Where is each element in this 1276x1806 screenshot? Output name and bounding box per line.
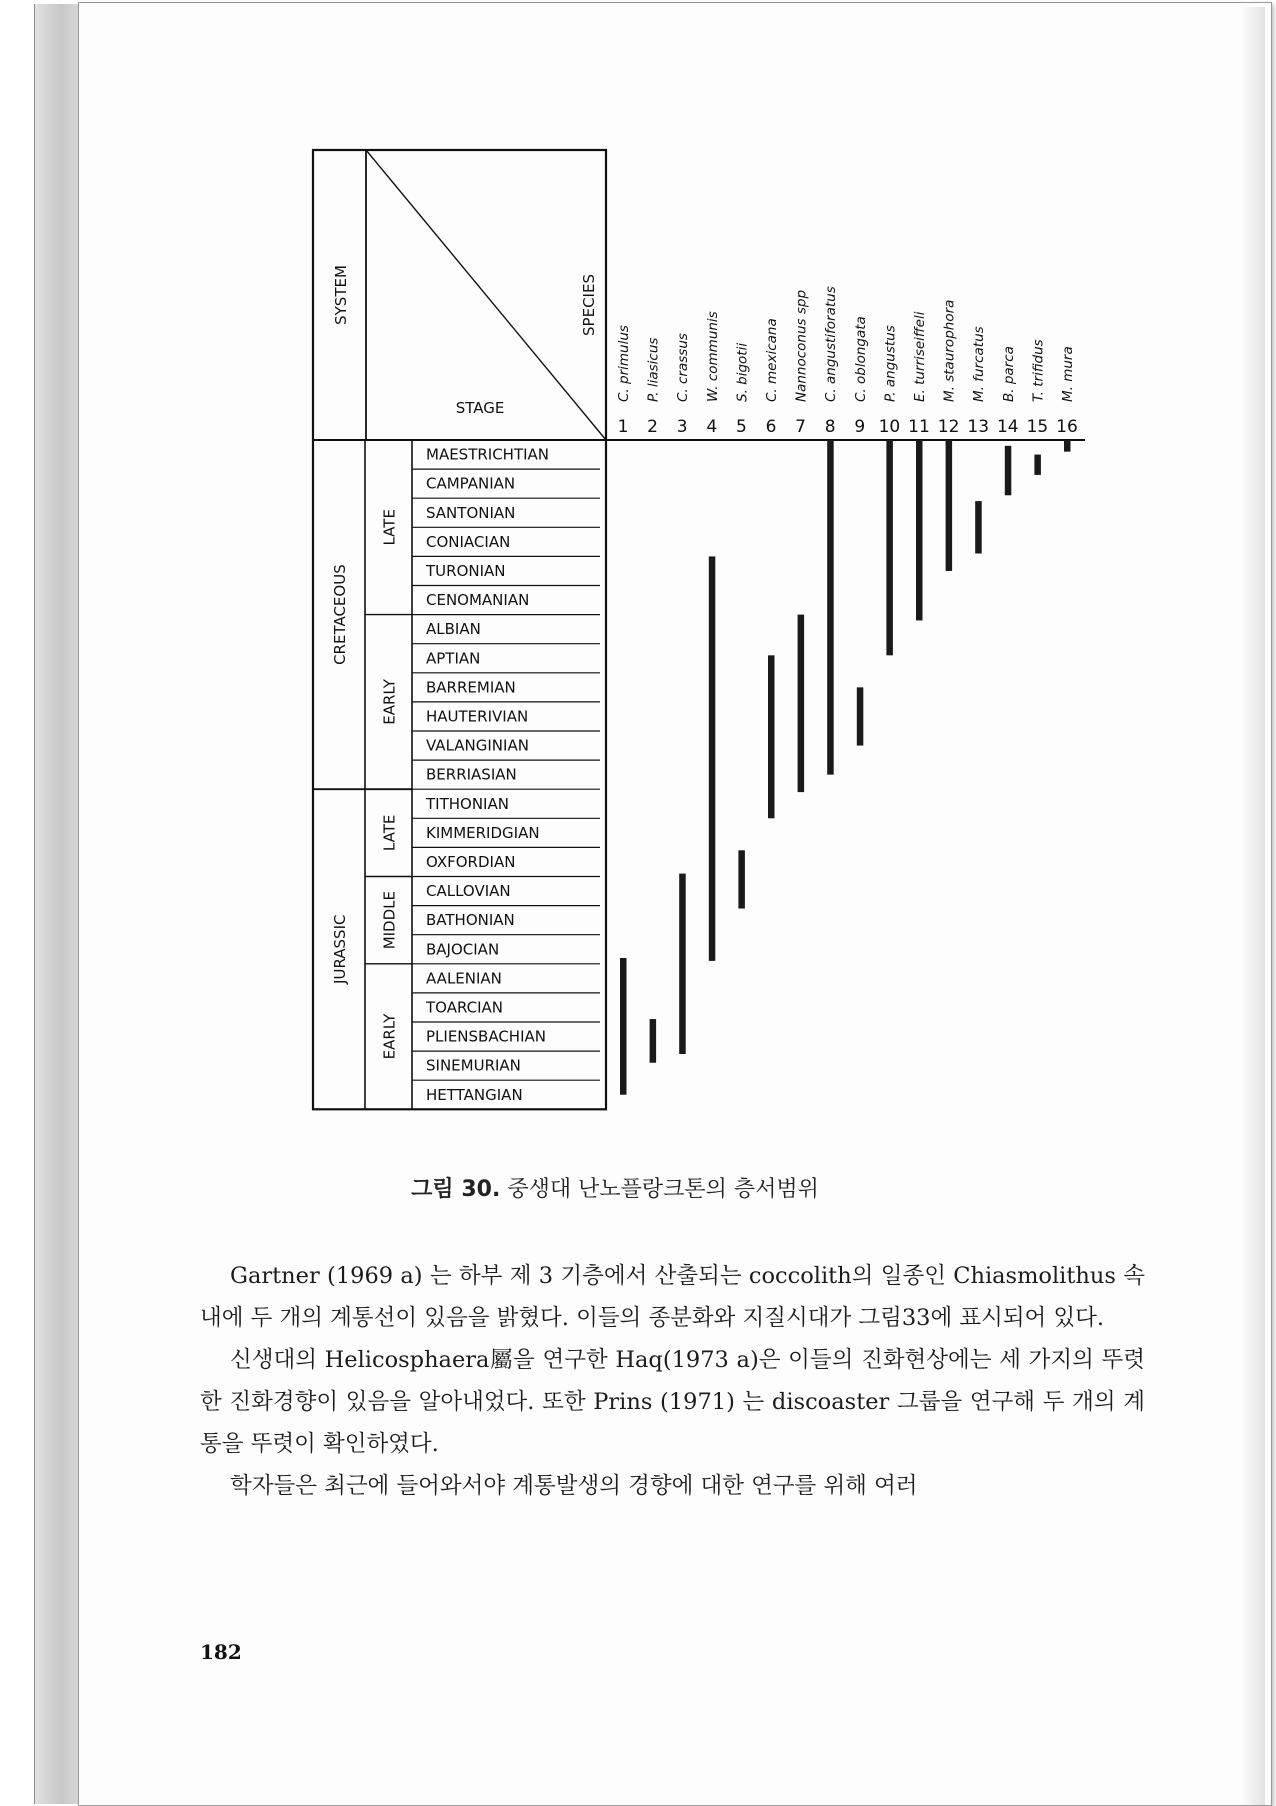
species-name: P. liasicus <box>645 337 662 402</box>
system-label: JURASSIC <box>331 914 349 984</box>
figure-caption <box>200 1172 1030 1203</box>
species-number: 14 <box>996 417 1019 437</box>
range-bar <box>1034 455 1041 475</box>
page-number: 182 <box>200 1640 242 1664</box>
stage-label: BARREMIAN <box>426 678 516 697</box>
species-name: T. trifidus <box>1030 339 1047 402</box>
range-bar <box>975 501 982 553</box>
header-diagonal <box>366 150 606 440</box>
range-bar <box>768 655 775 818</box>
species-number: 11 <box>908 417 930 437</box>
species-number: 3 <box>676 417 688 437</box>
paragraph-2: 신생대의 Helicosphaera屬을 연구한 Haq(1973 a)은 이들의 진화현상에는 세 가지의 뚜렷한 진화경향이 있음을 알아내었다. 또한 Prins (1971) 는 discoaster 그룹을 연구해 두 개의 계통을 뚜렷이 확인하였다. <box>200 1347 1145 1457</box>
range-bar <box>1005 446 1012 495</box>
species-name: E. turriseiffeli <box>912 311 928 402</box>
header-stage: STAGE <box>455 399 505 417</box>
stage-label: BATHONIAN <box>426 911 515 930</box>
species-number: 15 <box>1026 417 1049 437</box>
paragraph-3: 학자들은 최근에 들어와서야 계통발생의 경향에 대한 연구를 위해 여러 <box>230 1473 918 1499</box>
species-name: C. crassus <box>675 333 692 402</box>
range-bar <box>1064 440 1071 452</box>
species-number: 12 <box>937 417 960 437</box>
stage-label: APTIAN <box>426 649 481 668</box>
stage-label: CENOMANIAN <box>426 591 530 610</box>
species-name: C. primulus <box>616 325 632 402</box>
species-name: M. furcatus <box>971 326 988 402</box>
range-bar <box>886 440 893 655</box>
range-bar <box>916 440 923 620</box>
species-number: 4 <box>706 417 718 437</box>
species-name: C. angustiforatus <box>823 286 840 402</box>
stage-label: TURONIAN <box>426 561 506 580</box>
subdivision-label: LATE <box>380 509 399 546</box>
stage-label: CALLOVIAN <box>426 882 511 901</box>
range-bar <box>857 687 864 745</box>
range-bar <box>738 850 745 908</box>
species-number: 10 <box>878 417 901 437</box>
stage-label: BAJOCIAN <box>426 940 500 959</box>
species-number: 1 <box>617 417 629 437</box>
body-text <box>200 1255 1145 1507</box>
stage-label: HETTANGIAN <box>426 1085 523 1104</box>
stage-label: CAMPANIAN <box>426 474 516 493</box>
header-species: SPECIES <box>580 274 598 336</box>
header-system: SYSTEM <box>332 265 350 325</box>
species-name: M. mura <box>1060 346 1076 402</box>
range-bar <box>679 874 686 1054</box>
species-number: 16 <box>1056 417 1078 437</box>
subdivision-label: EARLY <box>380 1013 399 1060</box>
range-bar <box>798 615 805 793</box>
stage-label: TITHONIAN <box>426 794 509 813</box>
range-bar <box>620 958 627 1095</box>
species-name: W. communis <box>704 311 721 402</box>
stage-label: PLIENSBACHIAN <box>426 1027 546 1046</box>
stage-label: KIMMERIDGIAN <box>426 823 540 842</box>
stage-label: CONIACIAN <box>426 532 511 551</box>
stage-label: OXFORDIAN <box>426 852 516 871</box>
species-number: 9 <box>854 417 866 437</box>
stage-label: BERRIASIAN <box>426 765 517 784</box>
paragraph-1: Gartner (1969 a) 는 하부 제 3 기층에서 산출되는 coccolith의 일종인 Chiasmolithus 속 내에 두 개의 계통선이 있음을 밝혔다. 이들의 종분화와 지질시대가 그림33에 표시되어 있다. <box>200 1263 1145 1331</box>
stage-label: SANTONIAN <box>426 503 516 522</box>
species-number: 7 <box>795 417 807 437</box>
range-bar <box>827 440 834 775</box>
species-number: 5 <box>735 417 747 437</box>
subdivision-label: EARLY <box>380 679 399 725</box>
range-bar <box>650 1019 657 1063</box>
species-number: 13 <box>967 417 990 437</box>
stage-label: MAESTRICHTIAN <box>426 445 550 464</box>
species-number: 8 <box>824 417 836 437</box>
stage-label: SINEMURIAN <box>426 1056 521 1075</box>
species-name: P. angustus <box>882 325 899 402</box>
stage-label: ALBIAN <box>426 620 481 639</box>
stage-label: VALANGINIAN <box>426 736 529 755</box>
species-name: S. bigotii <box>734 342 751 402</box>
species-name: C. mexicana <box>764 318 780 402</box>
stage-label: HAUTERIVIAN <box>426 707 529 726</box>
range-bar <box>946 440 953 571</box>
system-label: CRETACEOUS <box>331 564 349 665</box>
stage-label: AALENIAN <box>426 969 502 988</box>
species-number: 6 <box>765 417 777 437</box>
species-name: B. parca <box>1000 346 1017 402</box>
species-number: 2 <box>647 417 659 437</box>
figure-number: 그림 30. <box>411 1177 501 1202</box>
species-name: Nannoconus spp <box>793 289 810 402</box>
subdivision-label: LATE <box>380 814 399 852</box>
species-name: C. oblongata <box>852 316 869 402</box>
species-name: M. staurophora <box>941 299 958 402</box>
subdivision-label: MIDDLE <box>380 890 399 950</box>
range-bar <box>709 556 716 960</box>
stage-label: TOARCIAN <box>426 998 504 1017</box>
figure-caption-text: 중생대 난노플랑크톤의 층서범위 <box>507 1177 819 1202</box>
